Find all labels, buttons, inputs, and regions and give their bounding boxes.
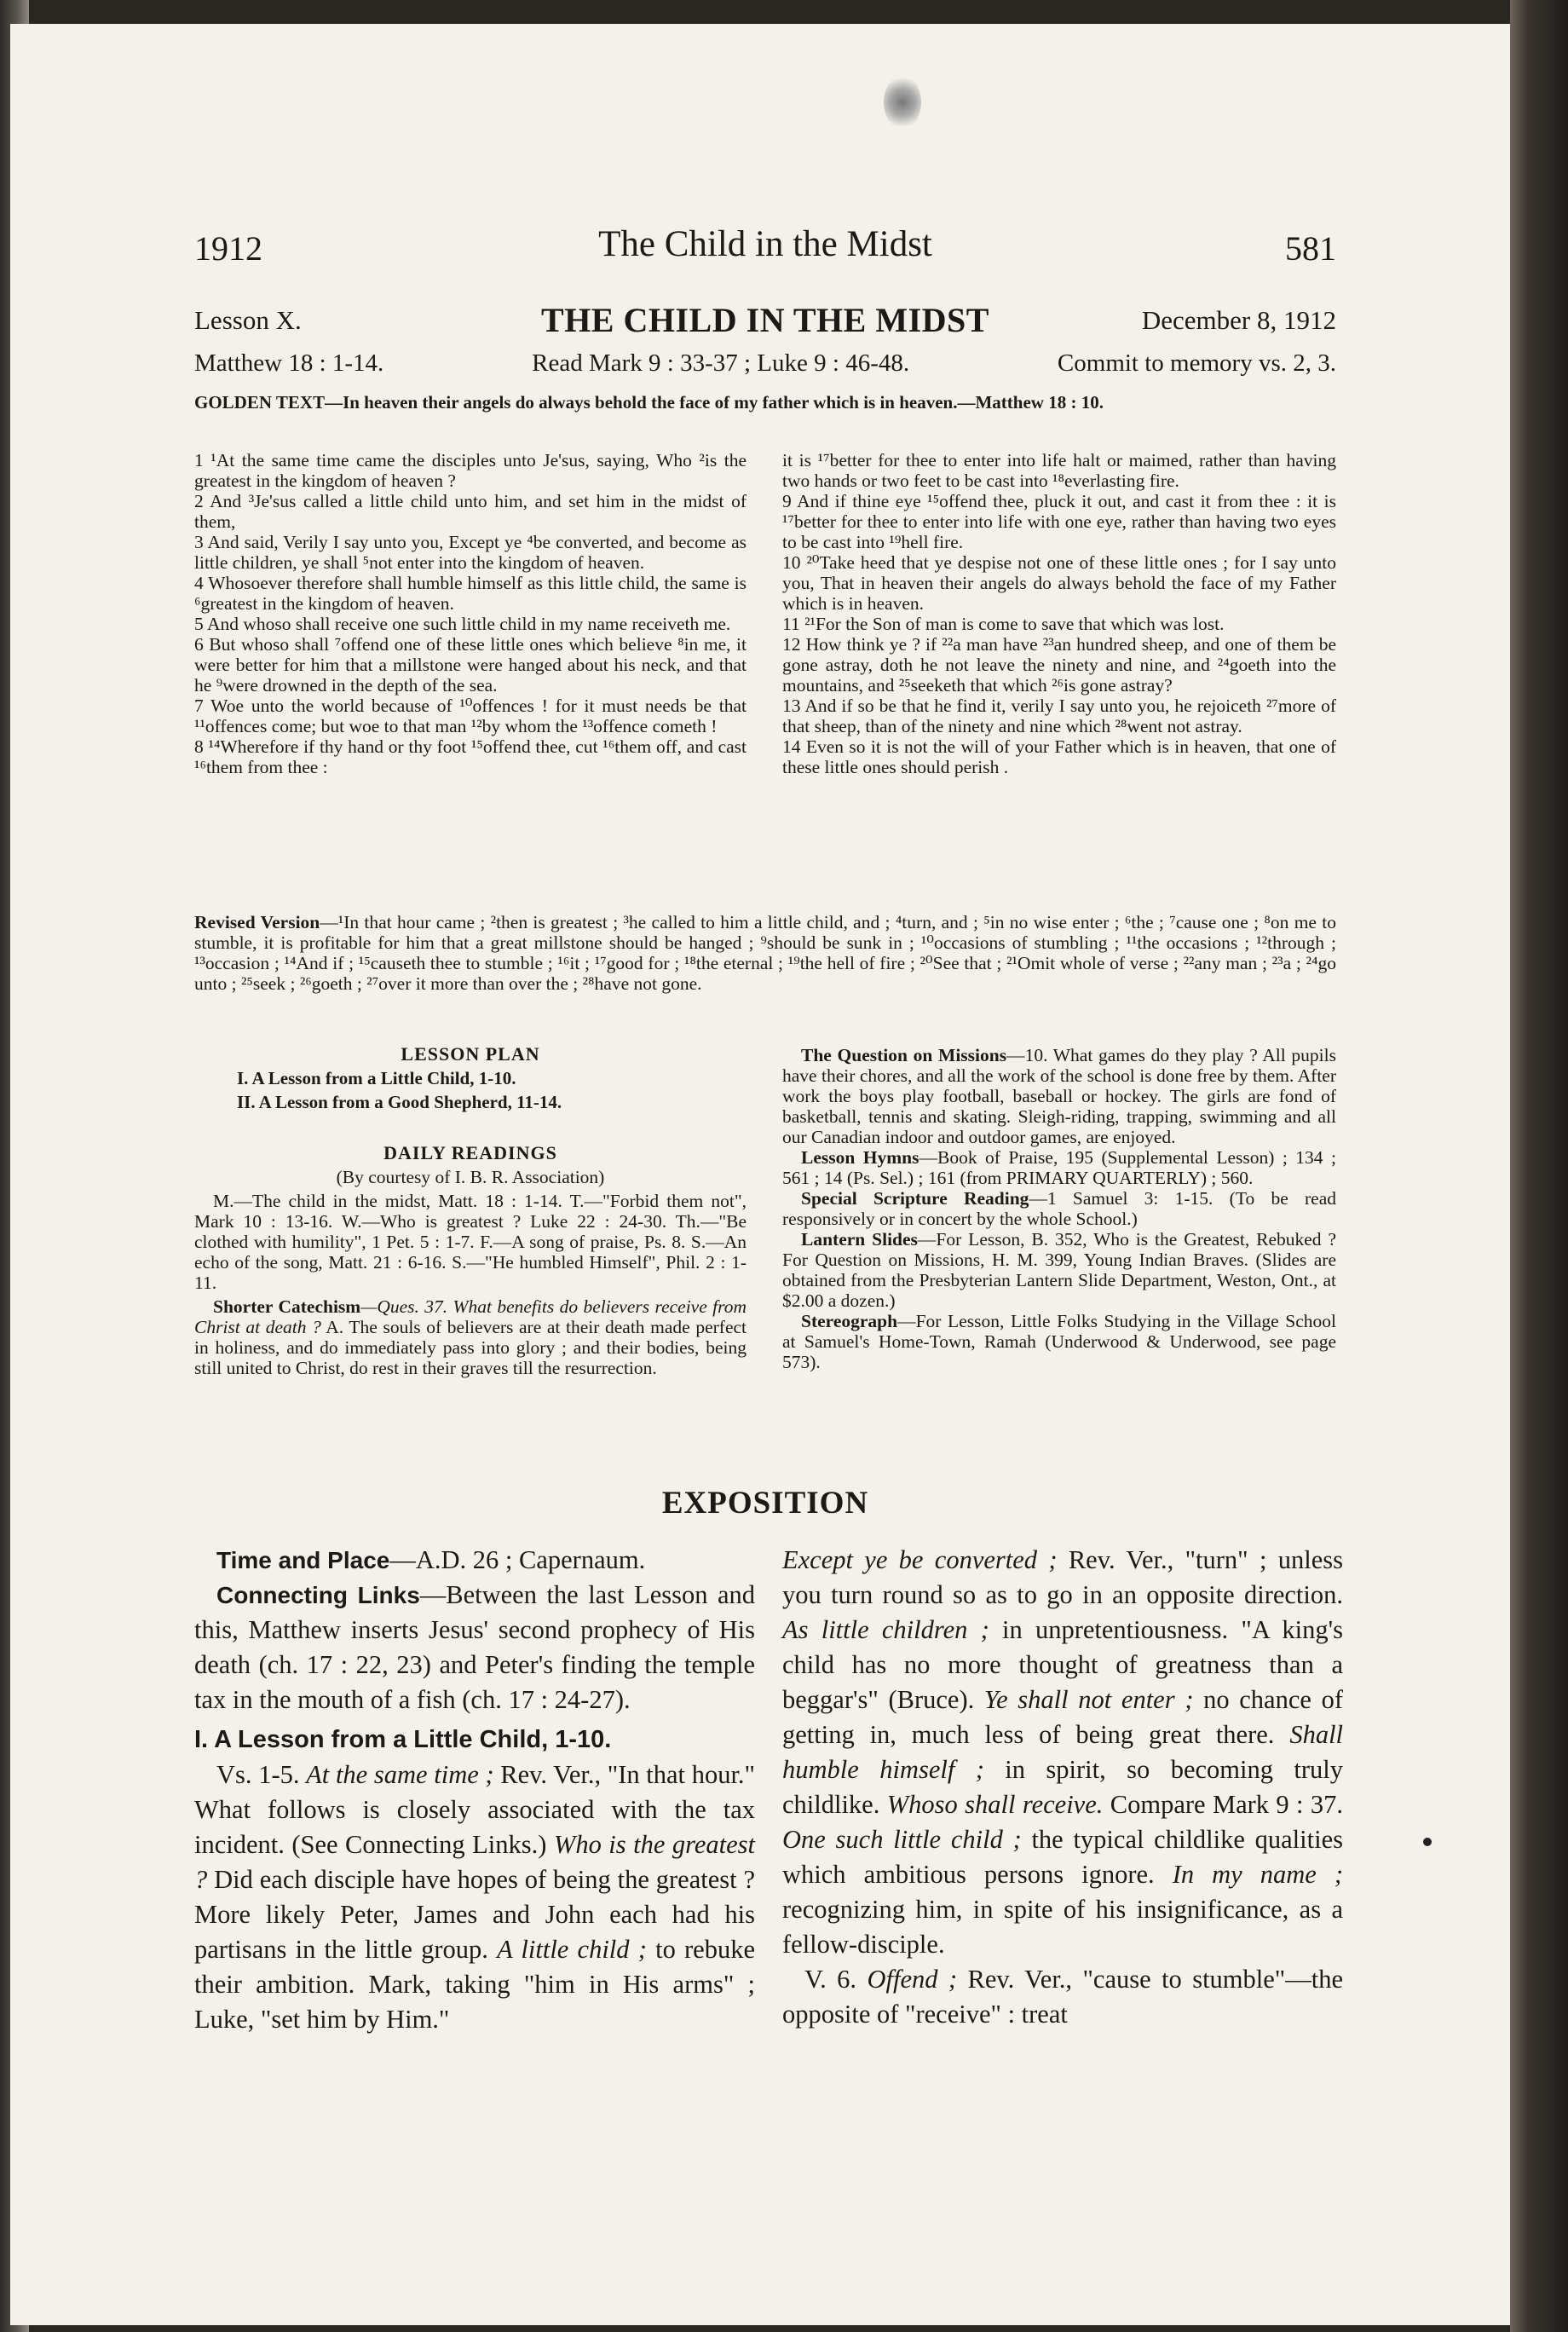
- time-and-place: [194, 1543, 755, 1578]
- stereograph: [782, 1311, 1336, 1372]
- comment: in unpretentiousness. "A king's child has no more thought of greatness than a beggar's" (Bruce).: [782, 1615, 1343, 1714]
- phrase: At the same time ;: [306, 1760, 494, 1789]
- connecting-text: —Between the last Lesson and this, Matthew inserts Jesus' second prophecy of His death (ch. 17 : 22, 23) and Peter's finding the temple tax in the mouth of a fish (ch. 17 : 24-27).: [194, 1580, 755, 1714]
- lesson-hymns: [782, 1147, 1336, 1188]
- connecting-label: Connecting Links: [216, 1582, 420, 1608]
- scripture-verse: 4 Whosoever therefore shall humble himself as this little child, the same is ⁶greatest in the kingdom of heaven.: [194, 573, 747, 614]
- daily-readings-heading: DAILY READINGS: [383, 1142, 557, 1163]
- comment: Rev. Ver., "cause to stumble"—the opposite of "receive" : treat: [782, 1965, 1344, 2029]
- scripture-verse: 9 And if thine eye ¹⁵offend thee, pluck it out, and cast it from thee : it is ¹⁷better for thee to enter into life with one eye, rather than having two eyes to be cast into ¹⁹hell fire.: [782, 491, 1336, 552]
- scripture-verse: 6 But whoso shall ⁷offend one of these little ones which believe ⁸in me, it were better for him that a millstone were hanged about his neck, and that he ⁹were drowned in the depth of the sea.: [194, 634, 747, 696]
- stereo-label: Stereograph: [801, 1311, 898, 1331]
- revised-version: [194, 912, 1336, 994]
- golden-text: GOLDEN TEXT—In heaven their angels do always behold the face of my father which is in heaven.—Matthew 18 : 10.: [194, 392, 1104, 413]
- phrase: A little child ;: [497, 1935, 647, 1964]
- exposition-left-column: [194, 1543, 755, 2037]
- phrase: Except ye be converted ;: [782, 1545, 1058, 1574]
- comment: Rev. Ver., "turn" ; unless you turn round so as to go in an opposite direction.: [782, 1545, 1343, 1609]
- shorter-catechism: [194, 1296, 747, 1378]
- verse-ref: V. 6.: [804, 1965, 857, 1994]
- header-year: 1912: [194, 229, 262, 268]
- ink-blot: [884, 75, 921, 130]
- section-heading: I. A Lesson from a Little Child, 1-10.: [194, 1726, 612, 1753]
- phrase: Whoso shall receive.: [886, 1790, 1104, 1819]
- special-label: Special Scripture Reading: [801, 1188, 1029, 1209]
- phrase: Who is the greatest ?: [194, 1830, 756, 1894]
- phrase: Shall humble himself ;: [782, 1720, 1344, 1784]
- lantern-text: —For Lesson, B. 352, Who is the Greatest, Rebuked ? For Question on Missions, H. M. 399, Young Indian Braves. (Slides are obtained from the Presbyterian Lantern Slide Department, Weston, Ont., at $2.00 a dozen.): [782, 1229, 1336, 1311]
- catechism-label: Shorter Catechism: [213, 1296, 361, 1317]
- lesson-number: Lesson X.: [194, 305, 302, 335]
- scripture-verse: 5 And whoso shall receive one such little child in my name receiveth me.: [194, 614, 731, 634]
- stereo-text: —For Lesson, Little Folks Studying in the Village School at Samuel's Home-Town, Ramah (Underwood & Underwood, see page 573).: [782, 1311, 1336, 1372]
- exposition-title: EXPOSITION: [661, 1486, 869, 1521]
- scripture-verse: 13 And if so be that he find it, verily I say unto you, he rejoiceth ²⁷more of that sheep, than of the ninety and nine which ²⁸went not astray.: [782, 696, 1336, 736]
- scripture-verse: 8 ¹⁴Wherefore if thy hand or thy foot ¹⁵offend thee, cut ¹⁶them off, and cast ¹⁶them from thee :: [194, 736, 747, 777]
- revised-version-label: Revised Version: [194, 912, 320, 932]
- special-text: —1 Samuel 3: 1-15. (To be read responsively or in concert by the whole School.): [782, 1188, 1336, 1229]
- scripture-verse: 7 Woe unto the world because of ¹⁰offences ! for it must needs be that ¹¹offences come; but woe to that man ¹²by whom the ¹³offence cometh !: [194, 696, 747, 736]
- revised-version-text: —¹In that hour came ; ²then is greatest ; ³he called to him a little child, and ; ⁴turn, and ; ⁵in no wise enter ; ⁶the ; ⁷cause one ; ⁸on me to stumble, it is profitable for him that a great millstone should be hanged ; ⁹should be sunk in ; ¹⁰occasions of stumbling ; ¹¹the occasions ; ¹²through ; ¹³occasion ; ¹⁴And if ; ¹⁵causeth thee to stumble ; ¹⁶it ; ¹⁷good for ; ¹⁸the eternal ; ¹⁹the hell of fire ; ²⁰See that ; ²¹Omit whole of verse ; ²²any man ; ²³a ; ²⁴go unto ; ²⁵seek ; ²⁶goeth ; ²⁷over it more than over the ; ²⁸have not gone.: [194, 912, 1336, 994]
- daily-readings-courtesy: (By courtesy of I. B. R. Association): [336, 1167, 605, 1187]
- verse-ref: Vs. 1-5.: [216, 1760, 300, 1789]
- comment: Rev. Ver., "In that hour." What follows is closely associated with the tax incident. (See Connecting Links.): [194, 1760, 755, 1859]
- running-header: [194, 223, 1336, 274]
- hymns-label: Lesson Hymns: [801, 1147, 919, 1168]
- comment: to rebuke their ambition. Mark, taking "him in His arms" ; Luke, "set him by Him.": [194, 1935, 756, 2034]
- catechism-answer: A. The souls of believers are at their death made perfect in holiness, and do immediately pass into glory ; and their bodies, being still united to Christ, do rest in their graves till the resurrection.: [194, 1317, 747, 1378]
- lesson-plan-heading: LESSON PLAN: [401, 1043, 540, 1065]
- lantern-label: Lantern Slides: [801, 1229, 918, 1250]
- margin-mark: [1423, 1838, 1432, 1846]
- phrase: In my name ;: [1172, 1860, 1343, 1889]
- catechism-question: —Ques. 37. What benefits do believers receive from Christ at death ?: [194, 1296, 747, 1337]
- lesson-memory: Commit to memory vs. 2, 3.: [1057, 349, 1336, 377]
- scripture-verse: 1 ¹At the same time came the disciples unto Je'sus, saying, Who ²is the greatest in the kingdom of heaven ?: [194, 450, 747, 491]
- comment: in spirit, so becoming truly childlike.: [782, 1755, 1343, 1819]
- scripture-verse: 10 ²⁰Take heed that ye despise not one of these little ones ; for I say unto you, That in heaven their angels do always behold the face of my Father which is in heaven.: [782, 552, 1336, 614]
- exposition-paragraph: [782, 1962, 1343, 2032]
- connecting-links: [194, 1578, 755, 1717]
- hymns-text: —Book of Praise, 195 (Supplemental Lesson) ; 134 ; 561 ; 14 (Ps. Sel.) ; 161 (from PRIMARY QUARTERLY) ; 560.: [782, 1147, 1336, 1188]
- special-scripture-reading: [782, 1188, 1336, 1229]
- exposition-right-column: [782, 1543, 1343, 2032]
- time-place-text: —A.D. 26 ; Capernaum.: [389, 1545, 646, 1574]
- lesson-references: [194, 349, 1336, 378]
- comment: Compare Mark 9 : 37.: [1103, 1790, 1344, 1819]
- exposition-paragraph: [194, 1758, 755, 2037]
- lesson-passage: Matthew 18 : 1-14.: [194, 349, 384, 377]
- lesson-title: THE CHILD IN THE MIDST: [541, 301, 989, 339]
- missions-label: The Question on Missions: [801, 1045, 1007, 1065]
- lesson-helps-left: [194, 1044, 747, 1378]
- lesson-plan-item: I. A Lesson from a Little Child, 1-10.: [237, 1068, 516, 1088]
- comment: no chance of getting in, much less of being great there.: [782, 1685, 1343, 1749]
- phrase: One such little child ;: [782, 1825, 1022, 1854]
- lesson-title-row: [194, 300, 1336, 343]
- scripture-verse: 12 How think ye ? if ²²a man have ²³an hundred sheep, and one of them be gone astray, doth he not leave the ninety and nine, and ²⁴goeth into the mountains, and ²⁵seeketh that which ²⁶is gone astray?: [782, 634, 1336, 696]
- phrase: As little children ;: [782, 1615, 989, 1644]
- comment: the typical childlike qualities which ambitious persons ignore.: [782, 1825, 1343, 1889]
- page-number: 581: [1285, 229, 1336, 268]
- scripture-right-column: [782, 450, 1336, 777]
- missions-question: [782, 1045, 1336, 1147]
- scripture-verse: it is ¹⁷better for thee to enter into life halt or maimed, rather than having two hands or two feet to be cast into ¹⁸everlasting fire.: [782, 450, 1336, 491]
- phrase: Offend ;: [867, 1965, 958, 1994]
- book-spine-right: [1510, 0, 1568, 2332]
- lesson-helps-right: [782, 1045, 1336, 1372]
- daily-readings-text: M.—The child in the midst, Matt. 18 : 1-14. T.—"Forbid them not", Mark 10 : 13-16. W.—Who is greatest ? Luke 22 : 24-30. Th.—"Be clothed with humility", 1 Pet. 5 : 1-7. F.—A song of praise, Ps. 8. S.—An echo of the song, Matt. 21 : 6-16. S.—"He humbled Himself", Phil. 2 : 1-11.: [194, 1191, 747, 1293]
- exposition-paragraph: [782, 1543, 1343, 1962]
- lesson-read: Read Mark 9 : 33-37 ; Luke 9 : 46-48.: [532, 349, 910, 377]
- running-title: The Child in the Midst: [598, 224, 932, 264]
- scripture-verse: 14 Even so it is not the will of your Father which is in heaven, that one of these little ones should perish .: [782, 736, 1336, 777]
- comment: Did each disciple have hopes of being the greatest ? More likely Peter, James and John each had his partisans in the little group.: [194, 1865, 755, 1964]
- scripture-verse: 3 And said, Verily I say unto you, Except ye ⁴be converted, and become as little children, ye shall ⁵not enter into the kingdom of heaven.: [194, 532, 747, 573]
- phrase: Ye shall not enter ;: [983, 1685, 1194, 1714]
- missions-text: —10. What games do they play ? All pupils have their chores, and all the work of the school is done free by them. After work the boys play football, baseball or hockey. The girls are fond of basketball, tennis and skating. Sleigh-riding, trapping, swimming and all our Canadian indoor and outdoor games, are enjoyed.: [782, 1045, 1336, 1147]
- lesson-date: December 8, 1912: [1141, 305, 1336, 335]
- comment: recognizing him, in spite of his insignificance, as a fellow-disciple.: [782, 1895, 1343, 1959]
- scripture-verse: 2 And ³Je'sus called a little child unto him, and set him in the midst of them,: [194, 491, 747, 532]
- lantern-slides: [782, 1229, 1336, 1311]
- time-place-label: Time and Place: [216, 1547, 390, 1573]
- scripture-verse: 11 ²¹For the Son of man is come to save that which was lost.: [782, 614, 1225, 634]
- lesson-plan-item: II. A Lesson from a Good Shepherd, 11-14.: [237, 1092, 562, 1112]
- scripture-left-column: [194, 450, 747, 777]
